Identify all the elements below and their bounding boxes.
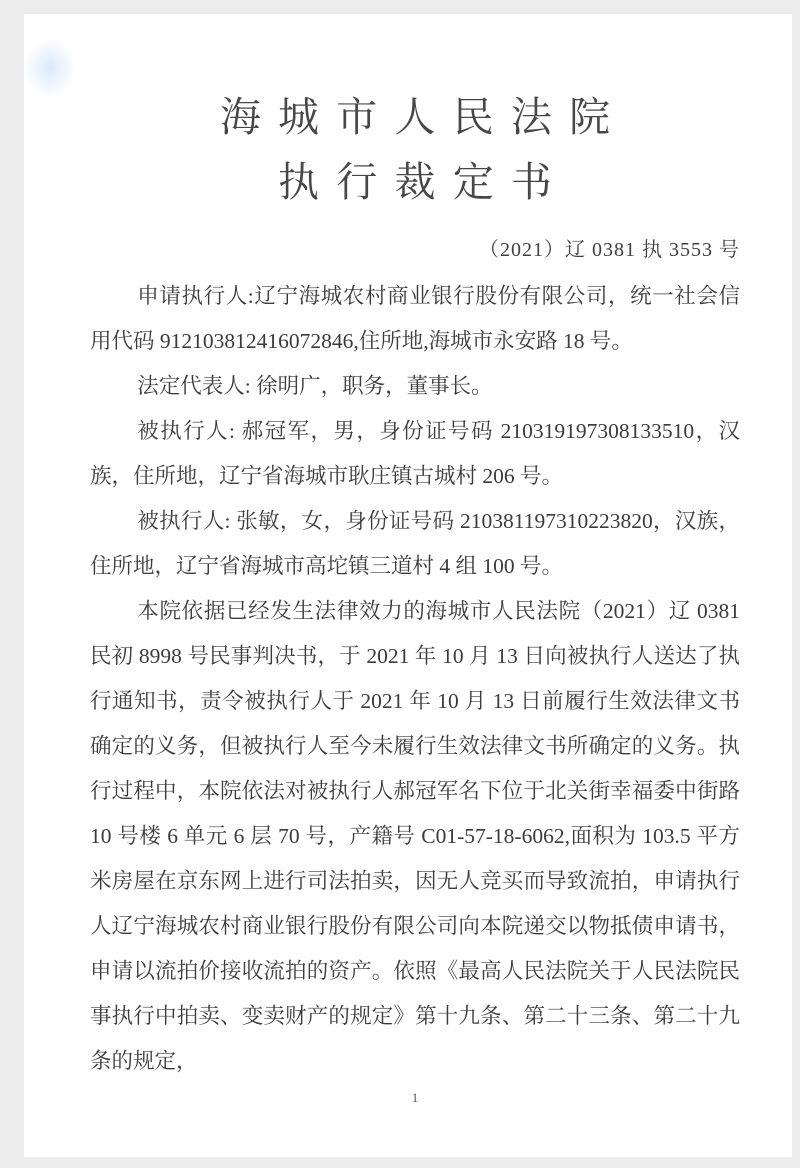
scanned-page <box>24 14 792 1157</box>
scan-smudge-artifact <box>24 38 76 98</box>
document-body <box>90 274 740 1084</box>
court-name-title: 海城市人民法院 <box>219 94 628 140</box>
case-number: （2021）辽 0381 执 3553 号 <box>479 238 740 261</box>
body-paragraph-ruling-basis: 本院依据已经发生法律效力的海城市人民法院（2021）辽 0381 民初 8998 号民事判决书，于 2021 年 10 月 13 日向被执行人送达了执行通知书，责令被执行人于 2021 年 10 月 13 日前履行生效法律文书确定的义务，但被执行人至今未履行生效法律文书所确定的义务。执行过程中，本院依法对被执行人郝冠军名下位于北关街幸福委中街路 10 号楼 6 单元 6 层 70 号，产籍号 C01-57-18-6062,面积为 103.5 平方米房屋在京东网上进行司法拍卖，因无人竞买而导致流拍，申请执行人辽宁海城农村商业银行股份有限公司向本院递交以物抵债申请书，申请以流拍价接收流拍的资产。依照《最高人民法院关于人民法院民事执行中拍卖、变卖财产的规定》第十九条、第二十三条、第二十九条的规定， <box>90 598 740 1073</box>
document-type-title: 执行裁定书 <box>278 159 570 206</box>
body-paragraph-applicant: 申请执行人:辽宁海城农村商业银行股份有限公司，统一社会信用代码 912103812416072846,住所地,海城市永安路 18 号。 <box>90 283 740 353</box>
body-paragraph-legal-representative: 法定代表人: 徐明广，职务，董事长。 <box>137 373 493 398</box>
body-paragraph-respondent-2: 被执行人: 张敏，女，身份证号码 210381197310223820，汉族，住所地，辽宁省海城市高坨镇三道村 4 组 100 号。 <box>90 508 740 578</box>
page-number: 1 <box>411 1089 419 1105</box>
body-paragraph-respondent-1: 被执行人: 郝冠军，男，身份证号码 210319197308133510，汉族，住所地，辽宁省海城市耿庄镇古城村 206 号。 <box>90 418 740 488</box>
